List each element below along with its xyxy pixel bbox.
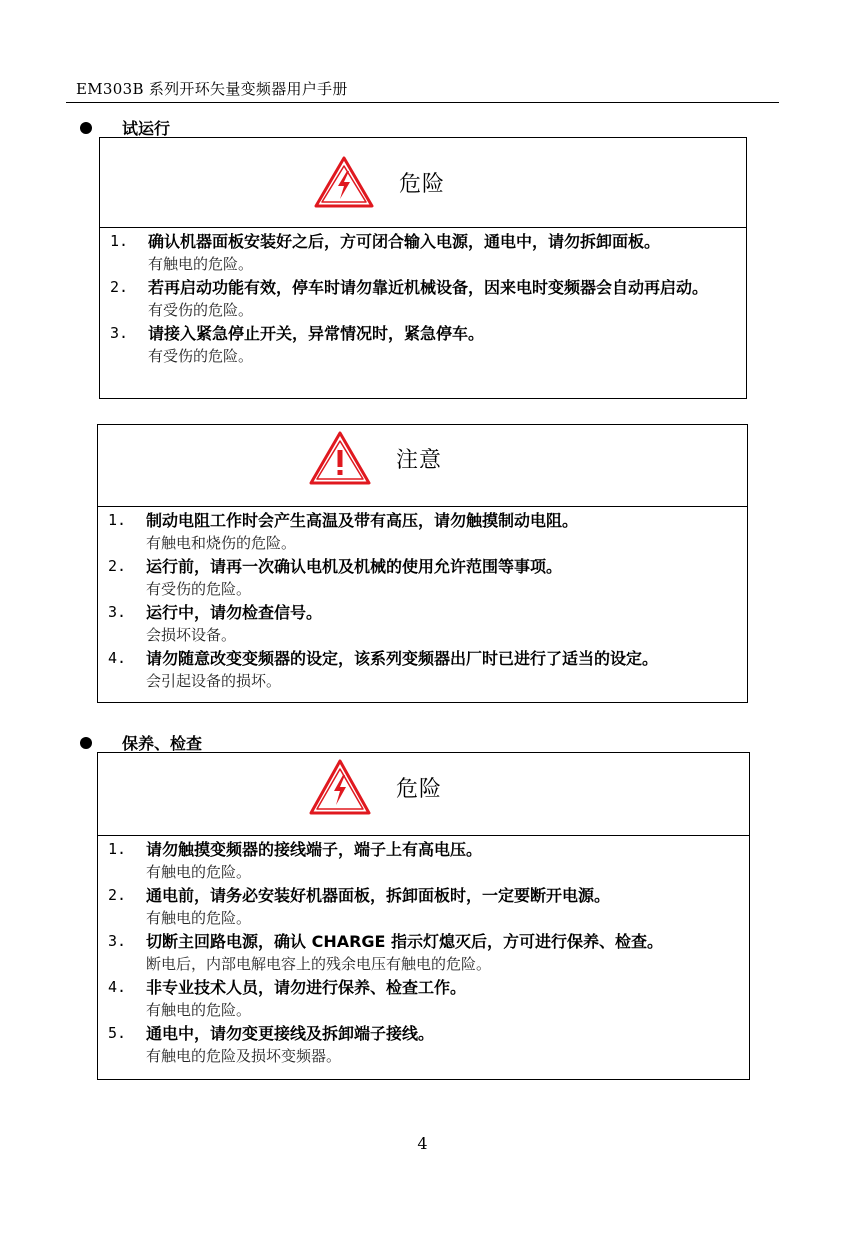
item-consequence: 有触电的危险。 xyxy=(146,909,252,927)
list-item xyxy=(98,509,747,554)
electric-shock-warning-icon xyxy=(308,758,372,816)
electric-shock-warning-icon xyxy=(313,155,375,209)
list-item xyxy=(100,230,746,275)
item-number: 1. xyxy=(108,511,127,529)
item-consequence: 有触电的危险。 xyxy=(146,863,252,881)
item-number: 2. xyxy=(110,278,129,296)
item-number: 5. xyxy=(108,1024,127,1042)
list-item xyxy=(98,555,747,600)
danger-box-maintenance xyxy=(97,752,750,1080)
header-divider xyxy=(66,102,779,103)
item-text: 运行前，请再一次确认电机及机械的使用允许范围等事项。 xyxy=(146,557,563,576)
item-text: 确认机器面板安装好之后，方可闭合输入电源，通电中，请勿拆卸面板。 xyxy=(148,232,661,251)
exclamation-warning-icon xyxy=(308,430,372,486)
item-consequence: 有受伤的危险。 xyxy=(148,347,254,365)
item-consequence: 有触电和烧伤的危险。 xyxy=(146,534,297,552)
list-item xyxy=(100,276,746,321)
item-number: 4. xyxy=(108,978,127,996)
list-item xyxy=(98,647,747,692)
list-item xyxy=(100,322,746,367)
item-number: 2. xyxy=(108,886,127,904)
hazard-title: 危险 xyxy=(396,776,443,802)
item-text: 非专业技术人员，请勿进行保养、检查工作。 xyxy=(146,978,467,997)
item-consequence: 有触电的危险。 xyxy=(146,1001,252,1019)
item-number: 1. xyxy=(110,232,129,250)
item-number: 1. xyxy=(108,840,127,858)
list-item xyxy=(98,838,749,883)
section-heading-maintenance xyxy=(80,731,202,754)
item-text: 通电中，请勿变更接线及拆卸端子接线。 xyxy=(146,1024,435,1043)
box-header xyxy=(98,425,747,507)
item-consequence: 断电后，内部电解电容上的残余电压有触电的危险。 xyxy=(146,955,492,973)
item-consequence: 有受伤的危险。 xyxy=(148,301,254,319)
item-number: 3. xyxy=(108,932,127,950)
item-consequence: 会损坏设备。 xyxy=(146,626,237,644)
bullet-icon xyxy=(80,737,92,749)
item-text: 运行中，请勿检查信号。 xyxy=(146,603,323,622)
list-item xyxy=(98,601,747,646)
box-header xyxy=(100,138,746,228)
danger-box-trial-run xyxy=(99,137,747,399)
item-text: 若再启动功能有效，停车时请勿靠近机械设备，因来电时变频器会自动再启动。 xyxy=(148,278,709,297)
item-text: 切断主回路电源，确认 CHARGE 指示灯熄灭后，方可进行保养、检查。 xyxy=(146,932,664,951)
page-header-title: EM303B 系列开环矢量变频器用户手册 xyxy=(76,80,348,98)
item-number: 3. xyxy=(110,324,129,342)
item-number: 2. xyxy=(108,557,127,575)
item-consequence: 有受伤的危险。 xyxy=(146,580,252,598)
item-text: 通电前，请务必安装好机器面板，拆卸面板时，一定要断开电源。 xyxy=(146,886,611,905)
item-number: 3. xyxy=(108,603,127,621)
bullet-icon xyxy=(80,122,92,134)
item-consequence: 有触电的危险。 xyxy=(148,255,254,273)
list-item xyxy=(98,976,749,1021)
item-text: 请勿随意改变变频器的设定，该系列变频器出厂时已进行了适当的设定。 xyxy=(146,649,659,668)
section-title: 试运行 xyxy=(122,119,171,138)
item-number: 4. xyxy=(108,649,127,667)
hazard-title: 危险 xyxy=(399,171,446,197)
section-title: 保养、检查 xyxy=(122,734,203,753)
section-heading-trial-run xyxy=(80,116,170,139)
list-item xyxy=(98,1022,749,1067)
box-header xyxy=(98,753,749,836)
item-consequence: 有触电的危险及损坏变频器。 xyxy=(146,1047,342,1065)
item-text: 制动电阻工作时会产生高温及带有高压，请勿触摸制动电阻。 xyxy=(146,511,579,530)
caution-box-trial-run xyxy=(97,424,748,703)
page-number: 4 xyxy=(417,1134,428,1153)
list-item xyxy=(98,930,749,975)
item-text: 请勿触摸变频器的接线端子，端子上有高电压。 xyxy=(146,840,483,859)
item-consequence: 会引起设备的损坏。 xyxy=(146,672,282,690)
item-text: 请接入紧急停止开关，异常情况时，紧急停车。 xyxy=(148,324,485,343)
hazard-title: 注意 xyxy=(396,447,443,473)
list-item xyxy=(98,884,749,929)
